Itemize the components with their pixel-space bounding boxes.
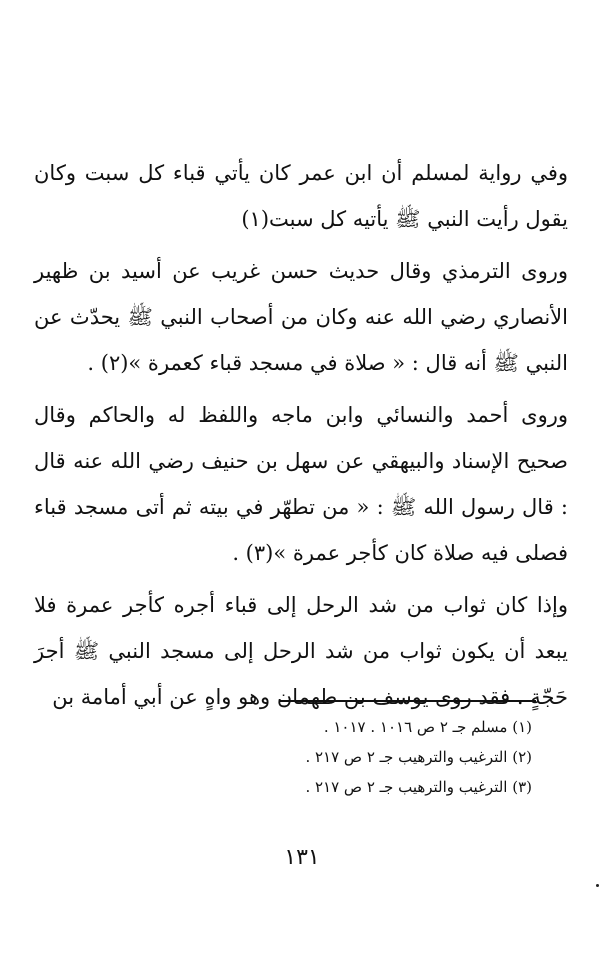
main-text (34, 150, 568, 726)
scan-speck (596, 884, 599, 887)
footnotes (132, 712, 532, 802)
paragraph-4: وإذا كان ثواب من شد الرحل إلى قباء أجره كأجر عمرة فلا يبعد أن يكون ثواب من شد الرحل إلى مسجد النبي ﷺ أجرَ حَجّةٍ . فقد روى يوسف بن طهمان وهو واهٍ عن أبي أمامة بن (34, 593, 568, 709)
footnote-separator (280, 700, 536, 702)
paragraph-1: وفي رواية لمسلم أن ابن عمر كان يأتي قباء كل سبت وكان يقول رأيت النبي ﷺ يأتيه كل سبت(١) (34, 161, 568, 231)
page-number: ١٣١ (284, 845, 320, 870)
footnote-2: (٢) الترغيب والترهيب جـ ٢ ص ٢١٧ . (305, 748, 532, 766)
paragraph-2: وروى الترمذي وقال حديث حسن غريب عن أسيد بن ظهير الأنصاري رضي الله عنه وكان من أصحاب النبي ﷺ يحدّث عن النبي ﷺ أنه قال : « صلاة في مسجد قباء كعمرة »(٢) . (34, 259, 568, 375)
footnote-3: (٣) الترغيب والترهيب جـ ٢ ص ٢١٧ . (305, 778, 532, 796)
footnote-1: (١) مسلم جـ ٢ ص ١٠١٦ . ١٠١٧ . (323, 718, 532, 736)
paragraph-3: وروى أحمد والنسائي وابن ماجه واللفظ له والحاكم وقال صحيح الإسناد والبيهقي عن سهل بن حنيف رضي الله عنه قال : قال رسول الله ﷺ : « من تطهّر في بيته ثم أتى مسجد قباء فصلى فيه صلاة كان كأجر عمرة »(٣) . (34, 403, 568, 565)
